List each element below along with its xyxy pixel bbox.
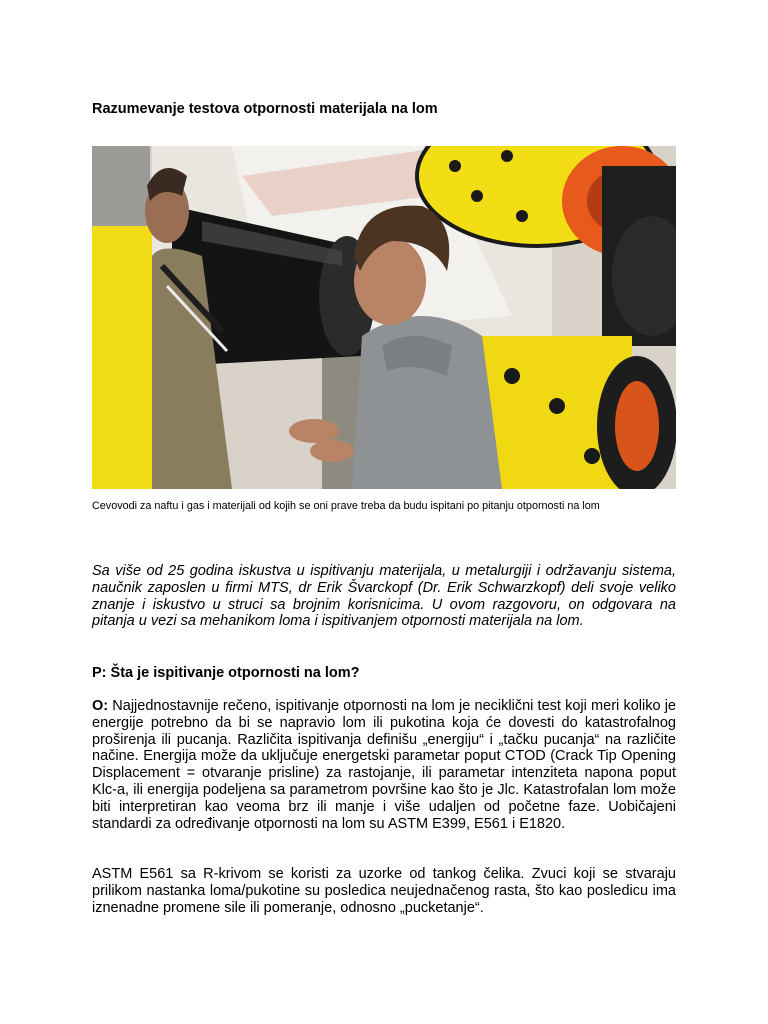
article-photo xyxy=(92,146,676,489)
question-heading: P: Šta je ispitivanje otpornosti na lom? xyxy=(92,665,360,681)
figure-caption: Cevovodi za naftu i gas i materijali od kojih se oni prave treba da budu ispitani po pitanju otpornosti na lom xyxy=(92,500,600,512)
answer-text: Najjednostavnije rečeno, ispitivanje otpornosti na lom je neciklični test koji meri koliko je energije potrebno da bi se napravio lom ili pukotina koja će dovesti do katastrofalnog proširenja ili pucanja. Različita ispitivanja definišu „energiju“ i „tačku pucanja“ na različite načine. Energija može da uključuje energetski parametar poput CTOD (Crack Tip Opening Displacement = otvaranje prisline) za rastojanje, ili parametar intenziteta napona poput Klc-a, ili energija podeljena sa parametrom površine kao što je Jlc. Katastrofalan lom može biti interpretiran kao veoma brz ili manje i više udaljen od početne faze. Uobičajeni standardi za određivanje otpornosti na lom su ASTM E399, E561 i E1820. xyxy=(92,698,676,832)
answer-label: O: xyxy=(92,698,109,714)
intro-paragraph: Sa više od 25 godina iskustva u ispitivanju materijala, u metalurgiji i održavanju sistema, naučnik zaposlen u firmi MTS, dr Erik Švarckopf (Dr. Erik Schwarzkopf) deli svoje veliko znanje i iskustvo u struci sa brojnim korisnicima. U ovom razgovoru, on odgovara na pitanja u vezi sa mehanikom loma i ispitivanjem otpornosti materijala na lom. xyxy=(92,563,676,630)
answer-paragraph xyxy=(92,698,676,832)
page-title: Razumevanje testova otpornosti materijala na lom xyxy=(92,101,438,117)
body-paragraph: ASTM E561 sa R-krivom se koristi za uzorke od tankog čelika. Zvuci koji se stvaraju prilikom nastanka loma/pukotine su posledica neujednačenog rasta, što kao posledicu ima iznenadne promene sile ili pomeranje, odnosno „pucketanje“. xyxy=(92,866,676,916)
